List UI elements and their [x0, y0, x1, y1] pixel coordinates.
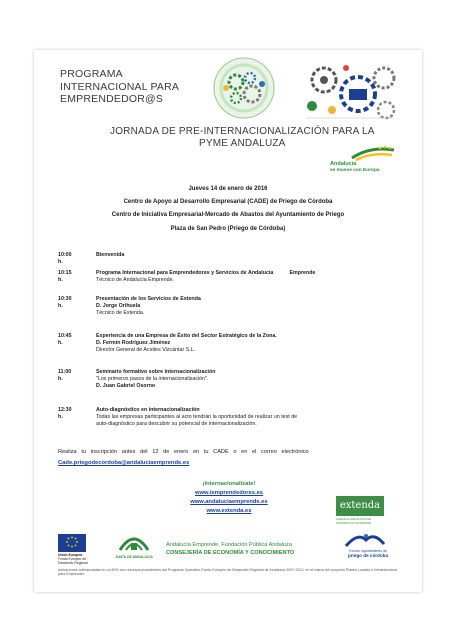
junta-andalucia-logo	[114, 530, 154, 554]
event-venue: Centro de Apoyo al Desarrollo Empresarial (CADE) de Priego de Córdoba	[123, 199, 333, 205]
program-line: EMPRENDEDOR@S	[60, 93, 164, 105]
program-line: PROGRAMA	[60, 68, 123, 80]
website-link[interactable]: www.andaluciaemprende.es	[190, 499, 268, 505]
ayuntamiento-line: Excmo. Ayuntamiento de	[349, 549, 387, 553]
ae-line: Andalucía Emprende, Fundación Pública Andaluza	[166, 542, 292, 548]
extenda-logo	[336, 496, 384, 516]
agenda-detail: Director General de Aceites Vizcántar S.L.	[96, 347, 196, 353]
agenda-time: 12:30 h.	[58, 407, 72, 420]
ae-line: CONSEJERÍA DE ECONOMÍA Y CONOCIMIENTO	[166, 550, 295, 556]
logo-text: Andalucía	[330, 161, 357, 167]
agenda-speaker: D. Juan Gabriel Osorno	[96, 383, 156, 389]
eu-label: Unión Europea	[58, 553, 83, 557]
agenda-title: Bienvenida	[96, 252, 125, 258]
program-line: INTERNACIONAL PARA	[60, 80, 180, 93]
slogan: ¡Internacionalízate!	[202, 481, 256, 487]
ayuntamiento-priego-logo	[344, 530, 386, 548]
event-venue: Plaza de San Pedro (Priego de Córdoba)	[170, 226, 286, 232]
agenda-detail: auto-diagnóstico para descubrir su potencial de internacionalización.	[96, 421, 257, 427]
registration-text: Realiza tu inscripción antes del 12 de enero en tu CADE o en el correo electrónico	[58, 449, 309, 455]
flyer-page	[34, 50, 422, 592]
ayuntamiento-line: priego de córdoba	[347, 553, 389, 558]
agenda-title: Experiencia de una Empresa de Éxito del Sector Estratégico de la Zona.	[96, 333, 277, 339]
title-line: JORNADA DE PRE-INTERNACIONALIZACIÓN PARA LA	[110, 126, 375, 137]
website-link[interactable]: www.extenda.es	[206, 508, 252, 514]
registration-email-link[interactable]: Cade.priegodecordoba@andaluciaemprende.es	[58, 460, 190, 466]
agenda-time: 10:45 h.	[58, 333, 72, 346]
agenda-time: 10:15 h.	[58, 270, 72, 283]
junta-label: JUNTA DE ANDALUCIA	[115, 555, 153, 559]
andalucia-europa-logo	[330, 144, 400, 176]
event-venue: Centro de Iniciativa Empresarial-Mercado de Abastos del Ayuntamiento de Priego	[111, 212, 345, 218]
agenda-detail: Todas las empresas participantes al acto tendrán la oportunidad de realizar un test de	[96, 414, 298, 420]
eu-caption	[58, 554, 94, 565]
andalucia-emprende-logo	[166, 542, 336, 556]
agenda-title: Seminario formativo sobre internacionalización	[96, 369, 216, 375]
eu-flag-icon	[58, 534, 86, 552]
agenda-detail: Técnico de Extenda.	[96, 310, 145, 316]
gears-circle-icon	[212, 56, 276, 120]
agenda-speaker: D. Fermín Rodríguez Jiménez	[96, 340, 171, 346]
agenda-time: 10:30 h.	[58, 296, 72, 309]
extenda-subtitle: AGENCIA ANDALUZA DE PROMOCIÓN EXTERIOR	[336, 517, 372, 525]
eu-sublabel: Fondo Europeo de Desarrollo Regional	[58, 556, 88, 565]
gears-cluster-icon	[302, 58, 398, 124]
ayuntamiento-caption	[338, 549, 398, 558]
logo-text: se mueve con Europa	[330, 168, 380, 173]
agenda-title: Presentación de los Servicios de Extenda	[96, 296, 201, 302]
links-block	[164, 480, 294, 516]
agenda-time: 10:00 h.	[58, 252, 72, 265]
title-line: PYME ANDALUZA	[199, 138, 286, 149]
agenda-detail: Técnico de Andalucía Emprende.	[96, 277, 175, 283]
event-date: Jueves 14 de enero de 2016	[188, 186, 268, 192]
agenda-speaker: D. Jorge Orihuela	[96, 303, 141, 309]
agenda-title: Auto-diagnóstico en internacionalización	[96, 407, 200, 413]
agenda-detail: "Los primeros pasos de la internacionalización".	[96, 376, 209, 382]
program-heading	[60, 68, 179, 106]
agenda-time: 11:00 h.	[58, 369, 72, 382]
footer-note: Actuaciones cofinanciadas en un 80% con recursos procedentes del Programa Operativo Fondo Europeo de Desarrollo Regional de Andalucía 2007-2013, en el marco del proyecto Planes Locales e Infraestructura para Emprender.	[58, 568, 398, 577]
agenda-title: Programa Internacional para Emprendedores y Servicios de Andalucía Emprende	[96, 270, 316, 276]
extenda-logo-text: extenda	[339, 500, 381, 511]
website-link[interactable]: www.iemprendedores.es	[194, 490, 264, 496]
